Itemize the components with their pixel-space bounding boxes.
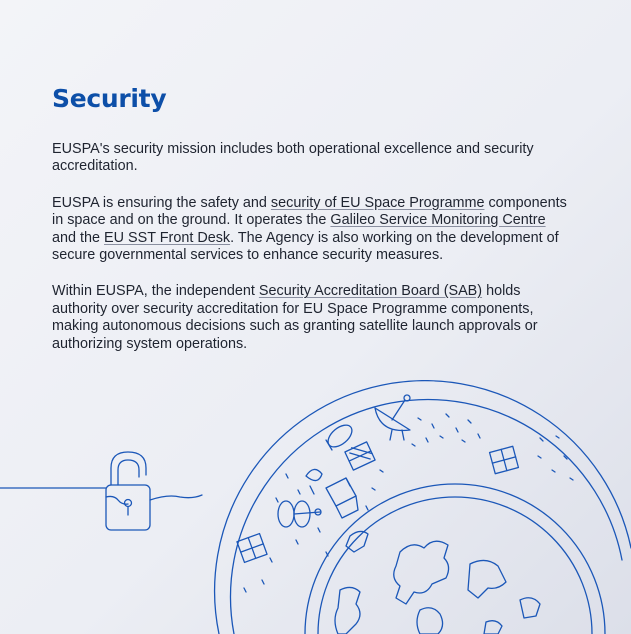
satellite-icon bbox=[306, 469, 322, 494]
text-segment: Within EUSPA, the independent bbox=[52, 283, 259, 300]
eu-sst-front-desk-link[interactable]: EU SST Front Desk bbox=[104, 229, 231, 246]
padlock-icon bbox=[0, 452, 202, 530]
main-content bbox=[52, 84, 572, 372]
eu-space-programme-security-link[interactable]: security of EU Space Programme bbox=[270, 194, 485, 211]
satellite-icon bbox=[237, 534, 267, 563]
satellite-icon bbox=[278, 501, 321, 527]
text-segment: holds authority over security accreditation for EU Space Programme components, making autonomous decisions such as granting satellite launch approvals or authorizing system operations. bbox=[52, 283, 538, 352]
space-security-illustration bbox=[0, 380, 631, 634]
text-segment: and the bbox=[52, 229, 105, 246]
globe-icon bbox=[215, 381, 631, 634]
text-segment: EUSPA is ensuring the safety and bbox=[52, 194, 271, 211]
space-debris-marks bbox=[244, 414, 573, 592]
intro-paragraph: EUSPA's security mission includes both operational excellence and security accreditation. bbox=[52, 141, 534, 175]
galileo-service-monitoring-centre-link[interactable]: Galileo Service Monitoring Centre bbox=[330, 212, 546, 229]
satellite-icon bbox=[490, 446, 519, 473]
satellite-icon bbox=[324, 421, 375, 470]
security-accreditation-board-link[interactable]: Security Accreditation Board (SAB) bbox=[258, 283, 483, 300]
text-segment: . The Agency is also working on the development of secure governmental services to enhance security measures. bbox=[52, 229, 559, 264]
satellite-dish-icon bbox=[375, 395, 410, 440]
text-segment: components in space and on the ground. It operates the bbox=[52, 194, 567, 229]
satellite-icon bbox=[326, 478, 358, 518]
accreditation-paragraph bbox=[52, 283, 572, 353]
page-title: Security bbox=[52, 84, 167, 113]
operations-paragraph bbox=[52, 195, 572, 265]
